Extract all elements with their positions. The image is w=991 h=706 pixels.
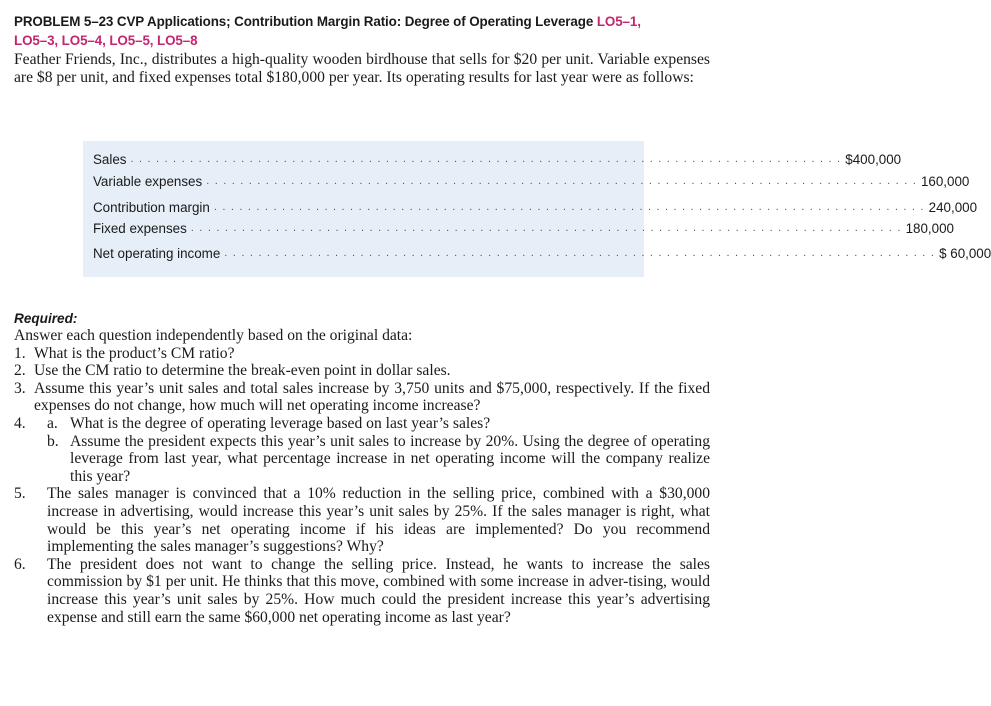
question-3 [14,380,710,415]
row-label: Net operating income [93,246,221,261]
question-number: 3. [14,379,26,397]
problem-title-text: PROBLEM 5–23 CVP Applications; Contribution Margin Ratio: Degree of Operating Leverage [14,14,594,29]
question-number: 2. [14,362,26,380]
row-value: $400,000 [845,152,902,167]
row-label: Contribution margin [93,200,210,215]
problem-title [14,12,710,50]
row-value: 240,000 [928,200,978,215]
statement-row-fixed-expenses [93,216,954,236]
row-value: 160,000 [920,174,970,189]
leader-dots: . . . . . . . . . . . . . . . . . . . . . . . . . . . . . . . . . . . . . . . . . . . . . . . . . . . . . . . . . . . . . . . . . . . . . . . . . . . . . . . . . . . . [224,247,936,259]
question-text: The sales manager is convinced that a 10% reduction in the selling price, combined with a $30,000 increase in advertising, would increase this year’s unit sales by 25%. If the sales manager is right, what would be this year’s net operating income if his ideas are implemented? Do you recommend implementing the sales manager’s suggestions? Why? [47,485,710,556]
row-label: Fixed expenses [93,221,187,236]
statement-row-variable-expenses [93,169,970,189]
subquestion-text: What is the degree of operating leverage based on last year’s sales? [70,414,491,432]
required-questions [14,327,710,626]
question-text: Use the CM ratio to determine the break-even point in dollar sales. [34,362,451,380]
question-1 [14,345,710,363]
leader-dots: . . . . . . . . . . . . . . . . . . . . . . . . . . . . . . . . . . . . . . . . . . . . . . . . . . . . . . . . . . . . . . . . . . . . . . . . . . . . . . . . . . . . [190,222,902,234]
question-4b [47,433,710,486]
question-text: Assume this year’s unit sales and total sales increase by 3,750 units and $75,000, respectively. If the fixed expenses do not change, how much will net operating income increase? [34,379,710,415]
leader-dots: . . . . . . . . . . . . . . . . . . . . . . . . . . . . . . . . . . . . . . . . . . . . . . . . . . . . . . . . . . . . . . . . . . . . . . . . . . . . . . . . . . . . [130,153,842,165]
leader-dots: . . . . . . . . . . . . . . . . . . . . . . . . . . . . . . . . . . . . . . . . . . . . . . . . . . . . . . . . . . . . . . . . . . . . . . . . . . . . . . . . . . . . [206,175,917,187]
question-number: 4. [14,414,26,432]
learning-objectives-1: LO5–1, [596,14,641,29]
question-number: 1. [14,344,26,362]
row-value: 180,000 [905,221,954,236]
question-4a [47,415,710,433]
subquestion-text: Assume the president expects this year’s unit sales to increase by 20%. Using the degree of operating leverage from last year, what percentage increase in net operating income will the company realize this year? [70,432,710,485]
statement-row-net-operating-income [93,241,991,261]
question-6 [14,556,710,626]
question-number: 6. [14,555,26,573]
question-5 [14,485,710,555]
question-number: 5. [14,485,26,503]
subquestion-letter: a. [47,414,58,432]
question-text: What is the product’s CM ratio? [34,344,235,362]
row-label: Sales [93,152,127,167]
income-statement [83,141,991,277]
row-value: $ 60,000 [939,246,991,261]
leader-dots: . . . . . . . . . . . . . . . . . . . . . . . . . . . . . . . . . . . . . . . . . . . . . . . . . . . . . . . . . . . . . . . . . . . . . . . . . . . . . . . . . . . . [213,201,925,213]
required-lead: Answer each question independently based on the original data: [14,327,413,344]
question-2 [14,362,710,380]
problem-intro: Feather Friends, Inc., distributes a high-quality wooden birdhouse that sells for $20 per unit. Variable expenses are $8 per unit, and fixed expenses total $180,000 per year. Its operating results for last year were as follows: [14,51,710,86]
statement-row-sales [93,147,902,167]
required-heading: Required: [14,311,78,326]
statement-row-contribution-margin [93,195,978,215]
question-4 [14,415,710,433]
learning-objectives-2: LO5–3, LO5–4, LO5–5, LO5–8 [14,33,198,48]
question-text: The president does not want to change the selling price. Instead, he wants to increase the sales commission by $1 per unit. He thinks that this move, combined with some increase in adver-tising, would increase this year’s unit sales by 25%. How much could the president increase this year’s advertising expense and still earn the same $60,000 net operating income as last year? [47,555,710,626]
subquestion-letter: b. [47,432,59,450]
row-label: Variable expenses [93,174,203,189]
